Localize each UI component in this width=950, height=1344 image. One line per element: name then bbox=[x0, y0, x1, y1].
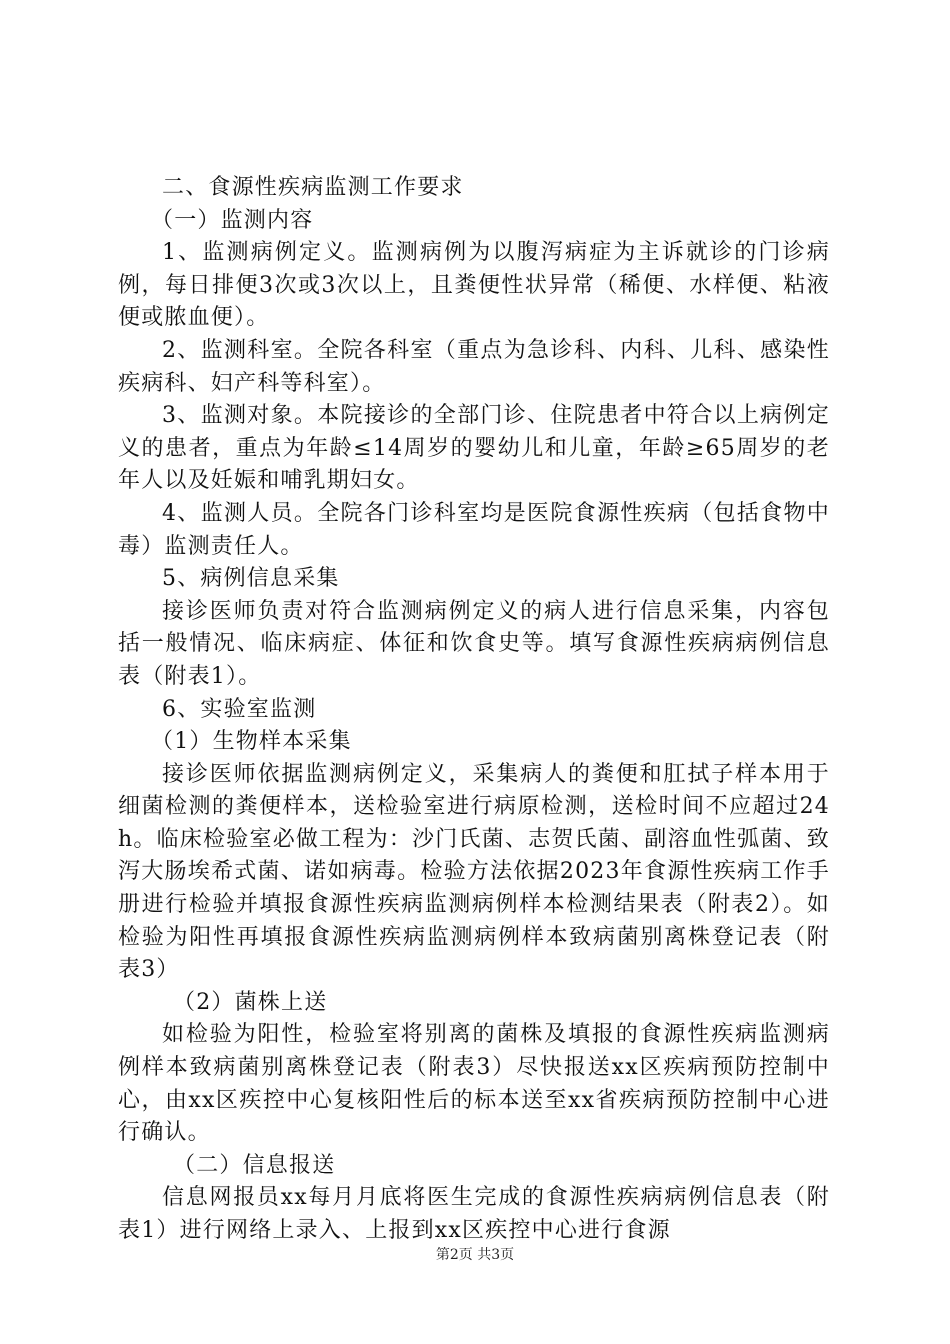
paragraph: 4、监测人员。全院各门诊科室均是医院食源性疾病（包括食物中毒）监测责任人。 bbox=[118, 500, 830, 559]
paragraph: 2、监测科室。全院各科室（重点为急诊科、内科、儿科、感染性疾病科、妇产科等科室）。 bbox=[118, 337, 830, 396]
subsection-heading: （二）信息报送 bbox=[173, 1152, 336, 1178]
paragraph: 接诊医师依据监测病例定义，采集病人的粪便和肛拭子样本用于细菌检测的粪便样本，送检验室进行病原检测，送检时间不应超过24h。临床检验室必做工程为：沙门氏菌、志贺氏菌、副溶血性弧菌、致泻大肠埃希式菌、诺如病毒。检验方法依据2023年食源性疾病工作手册进行检验并填报食源性疾病监测病例样本检测结果表（附表2）。如检验为阳性再填报食源性疾病监测病例样本致病菌别离株登记表（附表3） bbox=[118, 761, 830, 983]
item-heading: 6、实验室监测 bbox=[162, 696, 317, 722]
paragraph: 3、监测对象。本院接诊的全部门诊、住院患者中符合以上病例定义的患者，重点为年龄≤14周岁的婴幼儿和儿童，年龄≥65周岁的老年人以及妊娠和哺乳期妇女。 bbox=[118, 403, 830, 494]
item-heading: 5、病例信息采集 bbox=[162, 566, 340, 592]
paragraph: 接诊医师负责对符合监测病例定义的病人进行信息采集，内容包括一般情况、临床病症、体征和饮食史等。填写食源性疾病病例信息表（附表1）。 bbox=[118, 598, 830, 689]
paragraph: 如检验为阳性，检验室将别离的菌株及填报的食源性疾病监测病例样本致病菌别离株登记表（附表3）尽快报送xx区疾病预防控制中心，由xx区疾控中心复核阳性后的标本送至xx省疾病预防控制中心进行确认。 bbox=[118, 1022, 830, 1146]
page-footer: 第2页 共3页 bbox=[435, 1247, 515, 1263]
document-body bbox=[118, 172, 830, 1248]
subsection-heading: （一）监测内容 bbox=[151, 207, 314, 233]
sub-item-heading: （1）生物样本采集 bbox=[151, 729, 352, 755]
sub-item-heading: （2）菌株上送 bbox=[173, 989, 328, 1015]
paragraph: 1、监测病例定义。监测病例为以腹泻病症为主诉就诊的门诊病例，每日排便3次或3次以上，且粪便性状异常（稀便、水样便、粘液便或脓血便）。 bbox=[118, 240, 830, 331]
paragraph: 信息网报员xx每月月底将医生完成的食源性疾病病例信息表（附表1）进行网络上录入、上报到xx区疾控中心进行食源 bbox=[118, 1185, 830, 1243]
section-heading: 二、食源性疾病监测工作要求 bbox=[162, 175, 464, 200]
